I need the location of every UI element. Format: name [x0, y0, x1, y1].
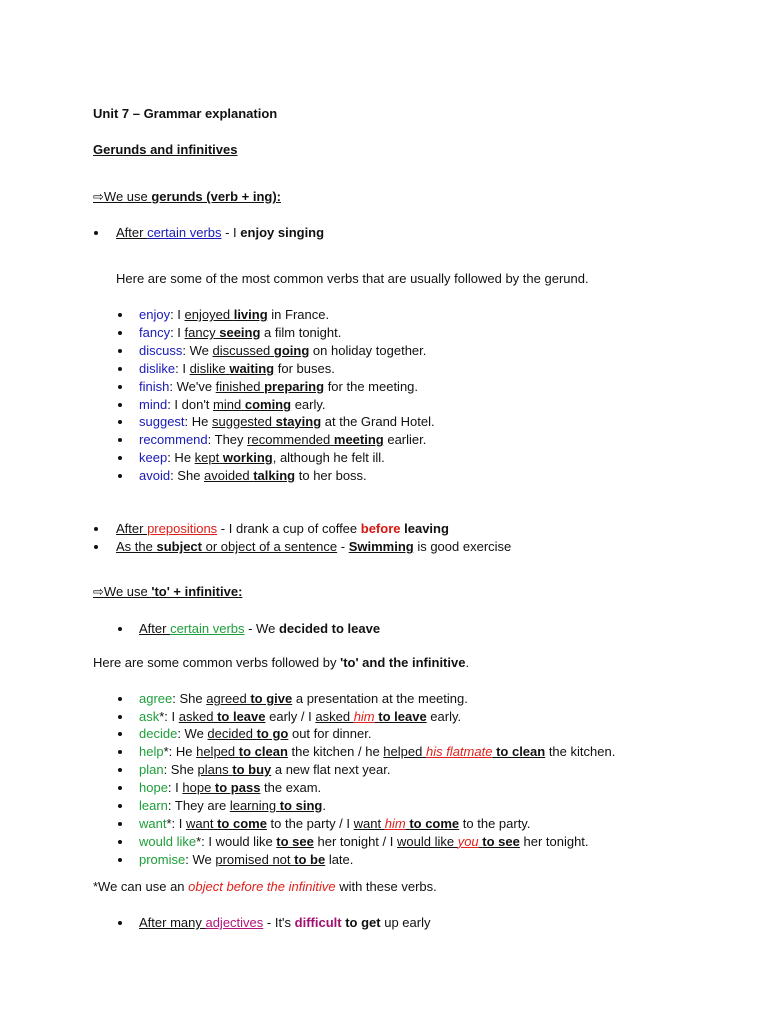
list-item: fancy: I fancy seeing a film tonight. [139, 325, 342, 340]
list-item: dislike: I dislike waiting for buses. [139, 361, 335, 376]
bullet-icon [118, 715, 122, 719]
list-item: enjoy: I enjoyed living in France. [139, 307, 330, 322]
list-item: recommend: They recommended meeting earlier. [139, 432, 427, 447]
page-title: Unit 7 – Grammar explanation [93, 106, 278, 121]
bullet-icon [118, 840, 122, 844]
list-item: decide: We decided to go out for dinner. [139, 726, 372, 741]
gerund-rule-verbs: After certain verbs - I enjoy singing [116, 225, 325, 240]
bullet-icon [118, 921, 122, 925]
bullet-icon [118, 804, 122, 808]
bullet-icon [118, 750, 122, 754]
list-item: hope: I hope to pass the exam. [139, 780, 322, 795]
list-item: help*: He helped to clean the kitchen / he helped his flatmate to clean the kitchen. [139, 744, 616, 759]
infinitive-intro: Here are some common verbs followed by 'to' and the infinitive. [93, 655, 470, 670]
infinitive-rule-adjectives: After many adjectives - It's difficult to get up early [139, 915, 431, 930]
bullet-icon [118, 627, 122, 631]
bullet-icon [118, 349, 122, 353]
bullet-icon [118, 822, 122, 826]
bullet-icon [118, 331, 122, 335]
bullet-icon [118, 403, 122, 407]
list-item: want*: I want to come to the party / I want him to come to the party. [139, 816, 531, 831]
section-subtitle: Gerunds and infinitives [93, 142, 238, 157]
bullet-icon [118, 385, 122, 389]
infinitive-heading: ⇨We use 'to' + infinitive: [93, 584, 243, 599]
gerund-intro: Here are some of the most common verbs that are usually followed by the gerund. [116, 271, 589, 286]
list-item: agree: She agreed to give a presentation at the meeting. [139, 691, 468, 706]
list-item: avoid: She avoided talking to her boss. [139, 468, 367, 483]
gerund-heading: ⇨We use gerunds (verb + ing): [93, 189, 282, 204]
arrow-icon: ⇨ [93, 189, 104, 204]
bullet-icon [118, 786, 122, 790]
bullet-icon [94, 527, 98, 531]
infinitive-rule-verbs: After certain verbs - We decided to leave [139, 621, 381, 636]
list-item: mind: I don't mind coming early. [139, 397, 326, 412]
list-item: promise: We promised not to be late. [139, 852, 354, 867]
list-item: learn: They are learning to sing. [139, 798, 326, 813]
bullet-icon [118, 697, 122, 701]
bullet-icon [94, 545, 98, 549]
bullet-icon [118, 474, 122, 478]
gerund-rule-subject: As the subject or object of a sentence - Swimming is good exercise [116, 539, 512, 554]
bullet-icon [118, 438, 122, 442]
bullet-icon [118, 456, 122, 460]
bullet-icon [118, 858, 122, 862]
gerund-rule-prepositions: After prepositions - I drank a cup of coffee before leaving [116, 521, 449, 536]
object-note: *We can use an object before the infinitive with these verbs. [93, 879, 437, 894]
arrow-icon: ⇨ [93, 584, 104, 599]
list-item: ask*: I asked to leave early / I asked him to leave early. [139, 709, 462, 724]
bullet-icon [118, 420, 122, 424]
list-item: would like*: I would like to see her tonight / I would like you to see her tonight. [139, 834, 589, 849]
bullet-icon [118, 313, 122, 317]
list-item: keep: He kept working, although he felt ill. [139, 450, 385, 465]
list-item: suggest: He suggested staying at the Grand Hotel. [139, 414, 435, 429]
list-item: discuss: We discussed going on holiday together. [139, 343, 427, 358]
list-item: finish: We've finished preparing for the meeting. [139, 379, 419, 394]
bullet-icon [118, 732, 122, 736]
bullet-icon [118, 768, 122, 772]
bullet-icon [118, 367, 122, 371]
list-item: plan: She plans to buy a new flat next year. [139, 762, 391, 777]
bullet-icon [94, 231, 98, 235]
